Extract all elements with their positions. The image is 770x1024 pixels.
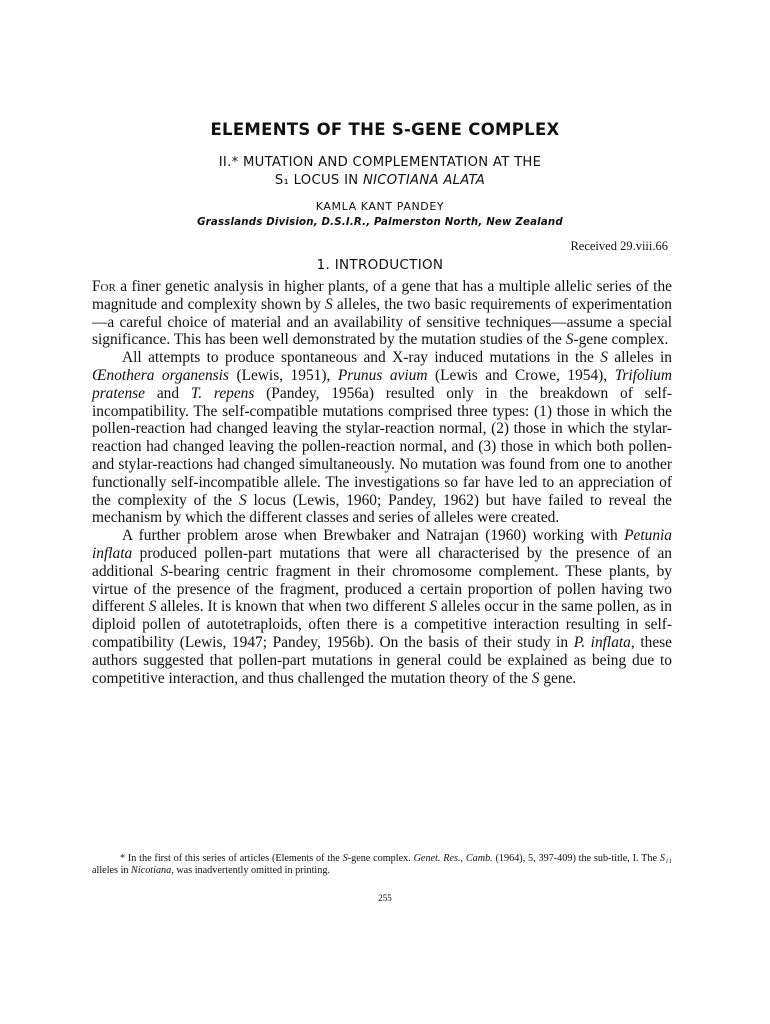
text-run: locus (Lewis, 1960; Pandey, 1962) but have failed to reveal the mechanism by which the different classes and series of alleles were created. [92, 491, 672, 527]
italic-text: S [429, 598, 438, 616]
italic-text: Nicotiana [131, 865, 172, 877]
paragraph [92, 349, 672, 527]
italic-text: S [160, 562, 169, 580]
text-run: alleles, the two basic requirements of experimentation —a careful choice of material and an availability of sensitive techniques—assume a special significance. This has been well demonstrated by the mutation studies of the [92, 295, 672, 349]
italic-text: Trifolium pratense [92, 366, 672, 402]
article-title: ELEMENTS OF THE S-GENE COMPLEX [210, 120, 560, 139]
received-date: Received 29.viii.66 [570, 239, 668, 253]
section-heading: 1. INTRODUCTION [316, 257, 444, 273]
paragraph [92, 278, 672, 349]
text-run: * In the first of this series of articles (Elements of the [120, 853, 343, 864]
text-run: alleles occur in the same pollen, as in diploid pollen of autotetraploids, often there is a competitive interaction resulting in self-compatibility (Lewis, 1947; Pandey, 1956b). On the basis of their study in [92, 598, 672, 651]
footnote [92, 853, 672, 878]
text-run: -gene complex. [347, 853, 414, 864]
italic-text: Petunia inflata [92, 527, 672, 562]
article-subtitle [100, 154, 660, 190]
body-text [92, 278, 672, 687]
subtitle-line-2-italic: NICOTIANA ALATA [362, 173, 486, 188]
page-number: 255 [378, 893, 392, 903]
text-run: , was inadvertently omitted in printing. [171, 865, 330, 877]
italic-text: S [325, 295, 333, 313]
italic-text: S₁₁ [659, 853, 673, 864]
text-run: All attempts to produce spontaneous and X-ray induced mutations in the [122, 349, 601, 367]
text-run: and [145, 384, 191, 402]
italic-text: S [565, 331, 574, 349]
author-name: KAMLA KANT PANDEY [315, 200, 445, 213]
text-run: -gene complex. [573, 331, 669, 349]
text-run: alleles. It is known that when two different [156, 598, 430, 616]
italic-text: T. repens [190, 384, 255, 402]
text-run: a finer genetic analysis in higher plants, of a gene that has a multiple allelic series of the magnitude and complexity shown by [92, 278, 672, 313]
italic-text: S [148, 598, 157, 616]
text-run: , these authors suggested that pollen-part mutations in general could be explained as being due to competitive interaction, and thus challenged the mutation theory of the [92, 633, 673, 687]
small-caps-text: For [92, 278, 116, 295]
text-run: A further problem arose when Brewbaker and Natrajan (1960) working with [122, 527, 625, 545]
italic-text: Genet. Res., Camb. [413, 853, 493, 864]
italic-text: Œnothera organensis [92, 366, 229, 384]
subtitle-line-2 [100, 172, 660, 190]
footnote-text [92, 853, 672, 878]
text-run: produced pollen-part mutations that were all characterised by the presence of an additional [92, 544, 672, 580]
subtitle-line-1: II.* MUTATION AND COMPLEMENTATION AT THE [218, 155, 542, 170]
italic-text: P. inflata [573, 633, 631, 651]
italic-text: S [531, 669, 540, 687]
italic-text: S [600, 349, 608, 367]
text-run: -bearing centric fragment in their chromosome complement. These plants, by virtue of the presence of the fragment, produced a certain proportion of pollen having two different [92, 562, 672, 616]
text-run: alleles in [92, 865, 132, 877]
text-run: (Lewis, 1951), [228, 366, 338, 384]
text-run: alleles in [607, 349, 672, 367]
subtitle-line-2-prefix: S₁ LOCUS IN [274, 173, 363, 188]
italic-text: S [342, 853, 348, 864]
text-run: gene. [539, 669, 577, 687]
italic-text: Prunus avium [337, 366, 428, 384]
text-run: (Lewis and Crowe, 1954), [427, 366, 615, 384]
paragraph [92, 527, 672, 687]
italic-text: S [238, 491, 247, 509]
author-affiliation: Grasslands Division, D.S.I.R., Palmerston North, New Zealand [197, 217, 563, 228]
text-run: (Pandey, 1956a) resulted only in the breakdown of self-incompatibility. The self-compatible mutations comprised three types: (1) those in which the pollen-reaction had changed leaving the stylar-reaction normal, (2) those in which the stylar-reaction had changed leaving the pollen-reaction normal, and (3) those in which both pollen- and stylar-reactions had changed simultaneously. No mutation was found from one to another functionally self-incompatible allele. The investigations so far have led to an appreciation of the complexity of the [92, 384, 672, 509]
text-run: (1964), 5, 397-409) the sub-title, I. The [492, 853, 660, 864]
